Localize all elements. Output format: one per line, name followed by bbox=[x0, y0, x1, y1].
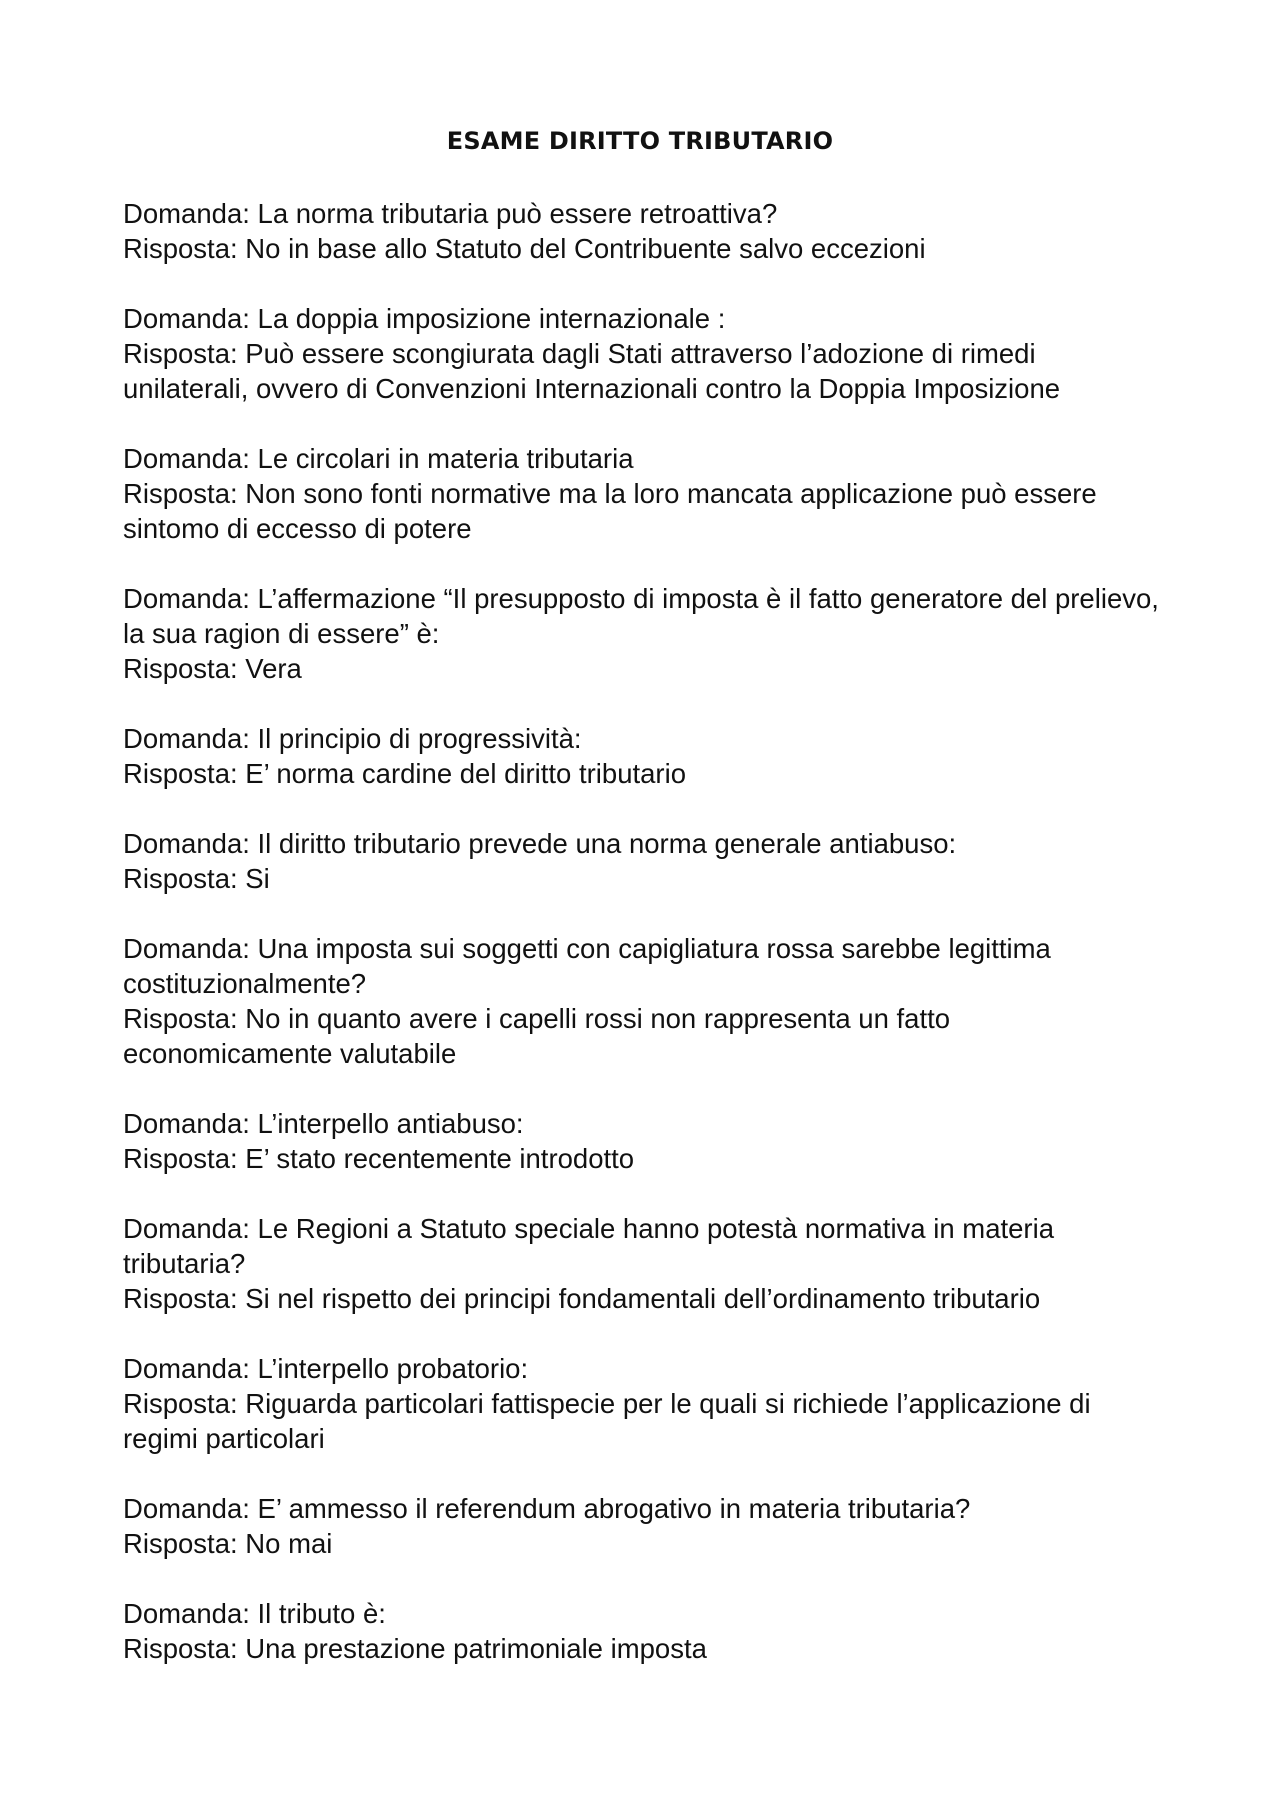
answer-text: Risposta: E’ stato recentemente introdotto bbox=[123, 1143, 635, 1174]
answer-text: Risposta: Una prestazione patrimoniale imposta bbox=[123, 1633, 707, 1664]
qa-item bbox=[123, 1491, 1163, 1561]
question-text: Domanda: Il principio di progressività: bbox=[123, 723, 582, 754]
question-text: Domanda: La doppia imposizione internazionale : bbox=[123, 303, 726, 334]
qa-item bbox=[123, 1211, 1163, 1316]
question-text: Domanda: E’ ammesso il referendum abrogativo in materia tributaria? bbox=[123, 1493, 971, 1524]
answer-text: Risposta: No mai bbox=[123, 1528, 333, 1559]
answer-text: Risposta: Si bbox=[123, 863, 270, 894]
answer-text: Risposta: Riguarda particolari fattispecie per le quali si richiede l’applicazione di regimi particolari bbox=[123, 1388, 1091, 1454]
question-text: Domanda: L’interpello antiabuso: bbox=[123, 1108, 524, 1139]
qa-item bbox=[123, 1596, 1163, 1666]
qa-item bbox=[123, 441, 1163, 546]
question-text: Domanda: Le Regioni a Statuto speciale hanno potestà normativa in materia tributaria? bbox=[123, 1213, 1054, 1279]
question-text: Domanda: Le circolari in materia tributaria bbox=[123, 443, 634, 474]
question-text: Domanda: Il tributo è: bbox=[123, 1598, 386, 1629]
qa-item bbox=[123, 826, 1163, 896]
answer-text: Risposta: Può essere scongiurata dagli Stati attraverso l’adozione di rimedi unilaterali, ovvero di Convenzioni Internazionali contro la Doppia Imposizione bbox=[123, 338, 1061, 404]
qa-item bbox=[123, 196, 1163, 266]
answer-text: Risposta: Vera bbox=[123, 653, 302, 684]
qa-item bbox=[123, 1351, 1163, 1456]
answer-text: Risposta: No in quanto avere i capelli rossi non rappresenta un fatto economicamente valutabile bbox=[123, 1003, 951, 1069]
question-text: Domanda: L’affermazione “Il presupposto di imposta è il fatto generatore del prelievo, la sua ragion di essere” è: bbox=[123, 583, 1159, 649]
document-title: ESAME DIRITTO TRIBUTARIO bbox=[446, 127, 834, 155]
qa-list bbox=[123, 196, 1163, 1701]
question-text: Domanda: Una imposta sui soggetti con capigliatura rossa sarebbe legittima costituzionalmente? bbox=[123, 933, 1051, 999]
qa-item bbox=[123, 931, 1163, 1071]
answer-text: Risposta: E’ norma cardine del diritto tributario bbox=[123, 758, 686, 789]
answer-text: Risposta: Si nel rispetto dei principi fondamentali dell’ordinamento tributario bbox=[123, 1283, 1041, 1314]
qa-item bbox=[123, 301, 1163, 406]
answer-text: Risposta: No in base allo Statuto del Contribuente salvo eccezioni bbox=[123, 233, 926, 264]
question-text: Domanda: La norma tributaria può essere retroattiva? bbox=[123, 198, 778, 229]
answer-text: Risposta: Non sono fonti normative ma la loro mancata applicazione può essere sintomo di eccesso di potere bbox=[123, 478, 1097, 544]
question-text: Domanda: Il diritto tributario prevede una norma generale antiabuso: bbox=[123, 828, 957, 859]
qa-item bbox=[123, 581, 1163, 686]
qa-item bbox=[123, 1106, 1163, 1176]
qa-item bbox=[123, 721, 1163, 791]
question-text: Domanda: L’interpello probatorio: bbox=[123, 1353, 529, 1384]
